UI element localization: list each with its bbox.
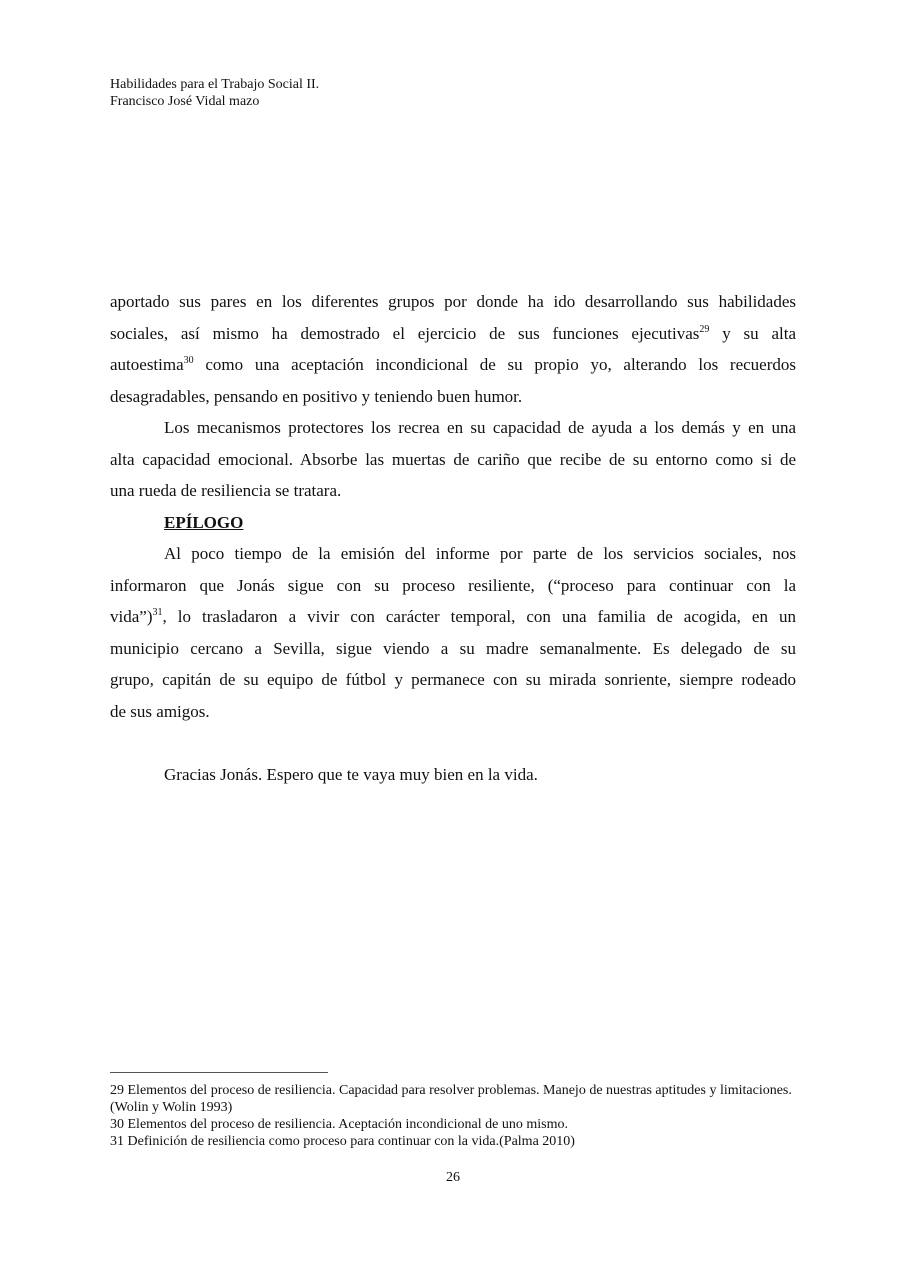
text-span: como una aceptación incondicional de su propio yo, alterando los recuerdos: [193, 355, 796, 374]
footnote-ref-30: 30: [183, 355, 194, 366]
text-line: desagradables, pensando en positivo y teniendo buen humor.: [110, 386, 523, 406]
text-line: alta capacidad emocional. Absorbe las muertas de cariño que recibe de su entorno como si de: [110, 449, 796, 469]
paragraph-3: [110, 538, 796, 727]
text-span: vida”): [110, 607, 153, 626]
page-number: 26: [446, 1170, 460, 1185]
paragraph-1: [110, 286, 796, 412]
footnote-29: 29 Elementos del proceso de resiliencia. Capacidad para resolver problemas. Manejo de nuestras aptitudes y limitaciones.(Wolin y Wolin 1993): [110, 1083, 792, 1115]
footnote-31: 31 Definición de resiliencia como proceso para continuar con la vida.(Palma 2010): [110, 1134, 575, 1149]
text-line: de sus amigos.: [110, 701, 210, 721]
footnote-separator: [110, 1072, 328, 1073]
section-heading: EPÍLOGO: [164, 512, 244, 532]
footnote-ref-29: 29: [699, 323, 710, 335]
footnote-30: 30 Elementos del proceso de resiliencia. Aceptación incondicional de uno mismo.: [110, 1117, 568, 1132]
text-line: municipio cercano a Sevilla, sigue viendo a su madre semanalmente. Es delegado de su: [110, 638, 796, 658]
text-line: aportado sus pares en los diferentes grupos por donde ha ido desarrollando sus habilidades: [110, 292, 796, 311]
text-line: [110, 601, 796, 633]
text-line: Al poco tiempo de la emisión del informe por parte de los servicios sociales, nos: [164, 544, 796, 563]
text-span: y su alta: [709, 323, 796, 343]
footnotes: [110, 1082, 800, 1150]
text-line: [110, 318, 796, 350]
text-line: grupo, capitán de su equipo de fútbol y permanece con su mirada sonriente, siempre rodeado: [110, 670, 796, 689]
body-text: [110, 286, 796, 790]
text-line: [110, 349, 796, 381]
text-line: una rueda de resiliencia se tratara.: [110, 481, 342, 500]
closing-line: Gracias Jonás. Espero que te vaya muy bien en la vida.: [164, 764, 538, 784]
text-line: informaron que Jonás sigue con su proceso resiliente, (“proceso para continuar con la: [110, 575, 796, 595]
text-span: autoestima: [110, 355, 184, 374]
text-span: , lo trasladaron a vivir con carácter temporal, con una familia de acogida, en un: [162, 607, 796, 626]
text-line: Los mecanismos protectores los recrea en su capacidad de ayuda a los demás y en una: [164, 418, 796, 437]
footnote-ref-31: 31: [152, 607, 163, 618]
text-span: sociales, así mismo ha demostrado el ejercicio de sus funciones ejecutivas: [110, 323, 700, 343]
header-title: Habilidades para el Trabajo Social II.: [110, 77, 320, 92]
running-header: [110, 76, 319, 110]
paragraph-2: [110, 412, 796, 507]
header-author: Francisco José Vidal mazo: [110, 94, 260, 109]
